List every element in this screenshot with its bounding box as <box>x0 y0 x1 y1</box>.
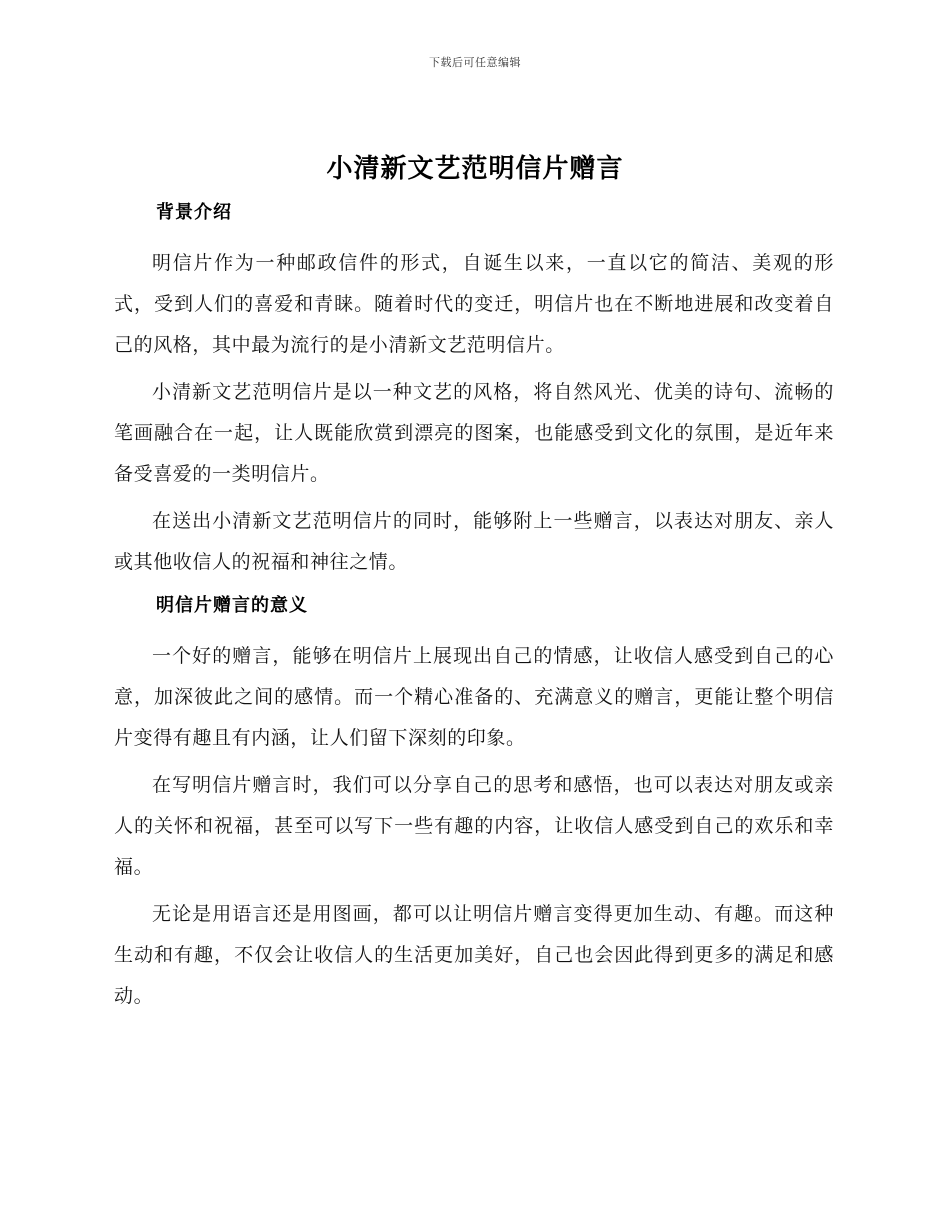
paragraph: 在送出小清新文艺范明信片的同时，能够附上一些赠言，以表达对朋友、亲人或其他收信人的祝福和神往之情。 <box>114 510 834 573</box>
document-title: 小清新文艺范明信片赠言 <box>326 154 624 184</box>
header-note: 下载后可任意编辑 <box>429 56 521 69</box>
paragraph: 小清新文艺范明信片是以一种文艺的风格，将自然风光、优美的诗句、流畅的笔画融合在一起，让人既能欣赏到漂亮的图案，也能感受到文化的氛围，是近年来备受喜爱的一类明信片。 <box>114 381 834 485</box>
paragraph: 明信片作为一种邮政信件的形式，自诞生以来，一直以它的简洁、美观的形式，受到人们的喜爱和青睐。随着时代的变迁，明信片也在不断地进展和改变着自己的风格，其中最为流行的是小清新文艺范明信片。 <box>114 252 834 356</box>
paragraph: 在写明信片赠言时，我们可以分享自己的思考和感悟，也可以表达对朋友或亲人的关怀和祝福，甚至可以写下一些有趣的内容，让收信人感受到自己的欢乐和幸福。 <box>114 774 834 878</box>
paragraph: 无论是用语言还是用图画，都可以让明信片赠言变得更加生动、有趣。而这种生动和有趣，不仅会让收信人的生活更加美好，自己也会因此得到更多的满足和感动。 <box>114 903 834 1007</box>
document-body <box>114 196 834 1017</box>
section-heading-meaning: 明信片赠言的意义 <box>156 595 308 616</box>
section-heading-background: 背景介绍 <box>156 202 232 223</box>
paragraph: 一个好的赠言，能够在明信片上展现出自己的情感，让收信人感受到自己的心意，加深彼此之间的感情。而一个精心准备的、充满意义的赠言，更能让整个明信片变得有趣且有内涵，让人们留下深刻的印象。 <box>114 645 834 749</box>
